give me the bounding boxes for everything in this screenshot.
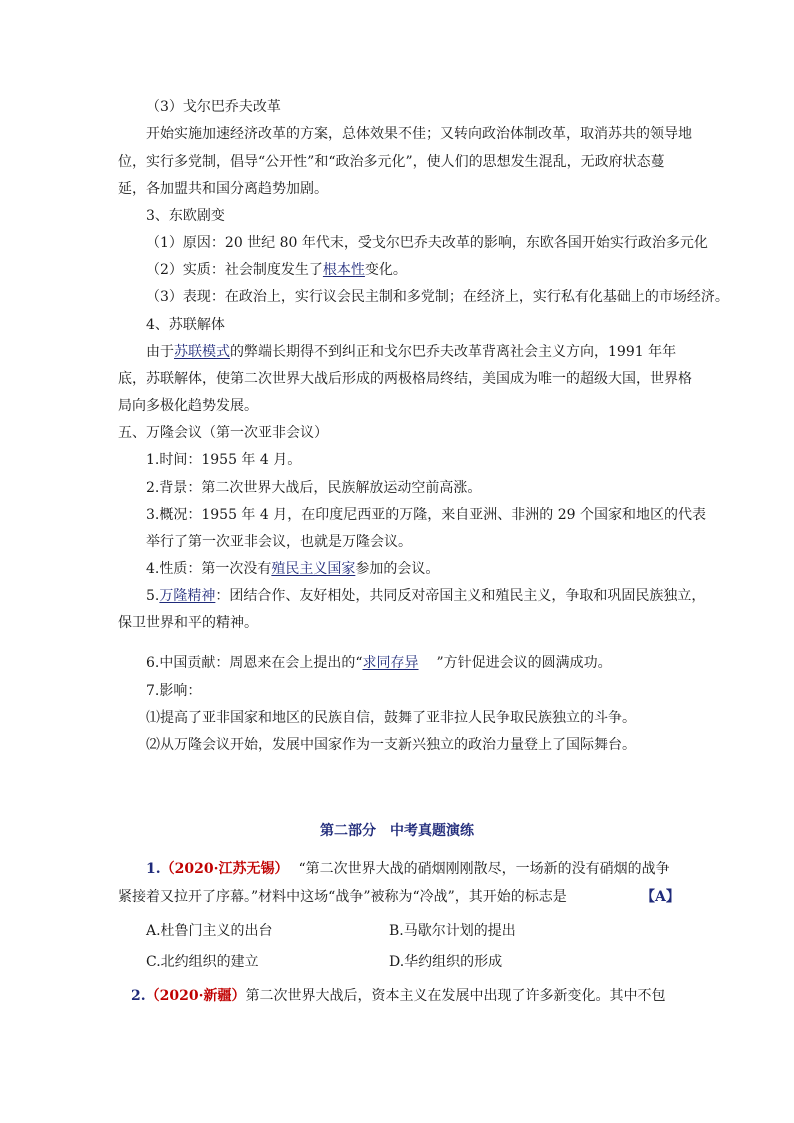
q2-source: （2020·新疆） — [145, 988, 246, 1004]
q1-number: 1. — [146, 861, 161, 877]
east-europe-heading: 3、东欧剧变 — [146, 208, 225, 224]
bandung-background: 2.背景：第二次世界大战后，民族解放运动空前高涨。 — [146, 480, 482, 496]
ussr-text-pre: 由于 — [146, 344, 174, 360]
q2-stem-1: 第二次世界大战后，资本主义在发展中出现了许多新变化。其中不包 — [245, 988, 666, 1004]
part-two-title: 第二部分 中考真题演练 — [320, 823, 474, 839]
q1-source: （2020·江苏无锡） — [160, 861, 289, 877]
ussr-heading: 4、苏联解体 — [146, 317, 225, 333]
ussr-line-3: 局向多极化趋势发展。 — [118, 398, 258, 414]
gorbachev-heading: （3）戈尔巴乔夫改革 — [146, 99, 281, 115]
q1-option-c[interactable]: C.北约组织的建立 — [146, 954, 259, 970]
essence-text-pre: （2）实质：社会制度发生了 — [146, 262, 323, 278]
question-1-line-1 — [146, 860, 670, 878]
colonial-powers-link[interactable]: 殖民主义国家 — [271, 561, 356, 577]
bandung-heading: 五、万隆会议（第一次亚非会议） — [118, 425, 328, 441]
seek-common-ground-link[interactable]: 求同存异 — [362, 655, 419, 671]
east-europe-essence — [146, 261, 407, 279]
q1-option-d[interactable]: D.华约组织的形成 — [389, 954, 503, 970]
bandung-overview-1: 3.概况：1955 年 4 月，在印度尼西亚的万隆，来自亚洲、非洲的 29 个国家和地区的代表 — [146, 507, 706, 523]
contrib-text-pre: 6.中国贡献：周恩来在会上提出的“ — [146, 655, 363, 671]
q1-option-b[interactable]: B.马歇尔计划的提出 — [389, 923, 516, 939]
question-2-line-1 — [131, 987, 665, 1005]
spirit-text-pre: 5. — [146, 588, 160, 604]
q1-answer: 【A】 — [641, 889, 680, 905]
ussr-line-2: 底，苏联解体，使第二次世界大战后形成的两极格局终结，美国成为唯一的超级大国，世界格 — [118, 371, 692, 387]
q2-number: 2. — [131, 988, 146, 1004]
nature-text-pre: 4.性质：第一次没有 — [146, 561, 272, 577]
ussr-line-1 — [146, 343, 676, 361]
bandung-impact-heading: 7.影响： — [146, 683, 202, 699]
ussr-model-link[interactable]: 苏联模式 — [174, 344, 230, 360]
essence-link[interactable]: 根本性 — [322, 262, 365, 278]
gorbachev-line-3: 延，各加盟共和国分离趋势加剧。 — [118, 181, 328, 197]
bandung-impact-2: ⑵从万隆会议开始，发展中国家作为一支新兴独立的政治力量登上了国际舞台。 — [146, 737, 636, 753]
spirit-text-post: ：团结合作、友好相处，共同反对帝国主义和殖民主义，争取和巩固民族独立， — [215, 588, 706, 604]
question-1-line-2: 紧接着又拉开了序幕。”材料中这场“战争”被称为“冷战”，其开始的标志是 — [118, 889, 567, 905]
bandung-spirit — [146, 587, 705, 605]
q1-option-a[interactable]: A.杜鲁门主义的出台 — [146, 923, 273, 939]
q1-stem-1: “第二次世界大战的硝烟刚刚散尽，一场新的没有硝烟的战争 — [298, 861, 670, 877]
ussr-text-post: 的弊端长期得不到纠正和戈尔巴乔夫改革背离社会主义方向，1991 年年 — [230, 344, 677, 360]
essence-text-post: 变化。 — [364, 262, 407, 278]
bandung-overview-2: 举行了第一次亚非会议，也就是万隆会议。 — [146, 534, 412, 550]
contrib-text-post: ”方针促进会议的圆满成功。 — [436, 655, 612, 671]
bandung-nature — [146, 560, 439, 578]
east-europe-performance: （3）表现：在政治上，实行议会民主制和多党制；在经济上，实行私有化基础上的市场经济。 — [146, 289, 729, 305]
bandung-time: 1.时间：1955 年 4 月。 — [146, 452, 302, 468]
bandung-impact-1: ⑴提高了亚非国家和地区的民族自信，鼓舞了亚非拉人民争取民族独立的斗争。 — [146, 710, 636, 726]
gorbachev-line-1: 开始实施加速经济改革的方案，总体效果不佳；又转向政治体制改革，取消苏共的领导地 — [146, 126, 692, 142]
bandung-spirit-link[interactable]: 万隆精神 — [159, 588, 216, 604]
gorbachev-line-2: 位，实行多党制，倡导“公开性”和“政治多元化”，使人们的思想发生混乱，无政府状态蔓 — [118, 154, 665, 170]
nature-text-post: 参加的会议。 — [355, 561, 440, 577]
bandung-spirit-2: 保卫世界和平的精神。 — [118, 615, 258, 631]
bandung-contribution — [146, 654, 612, 672]
east-europe-cause: （1）原因：20 世纪 80 年代末，受戈尔巴乔夫改革的影响，东欧各国开始实行政治多元化 — [146, 235, 708, 251]
